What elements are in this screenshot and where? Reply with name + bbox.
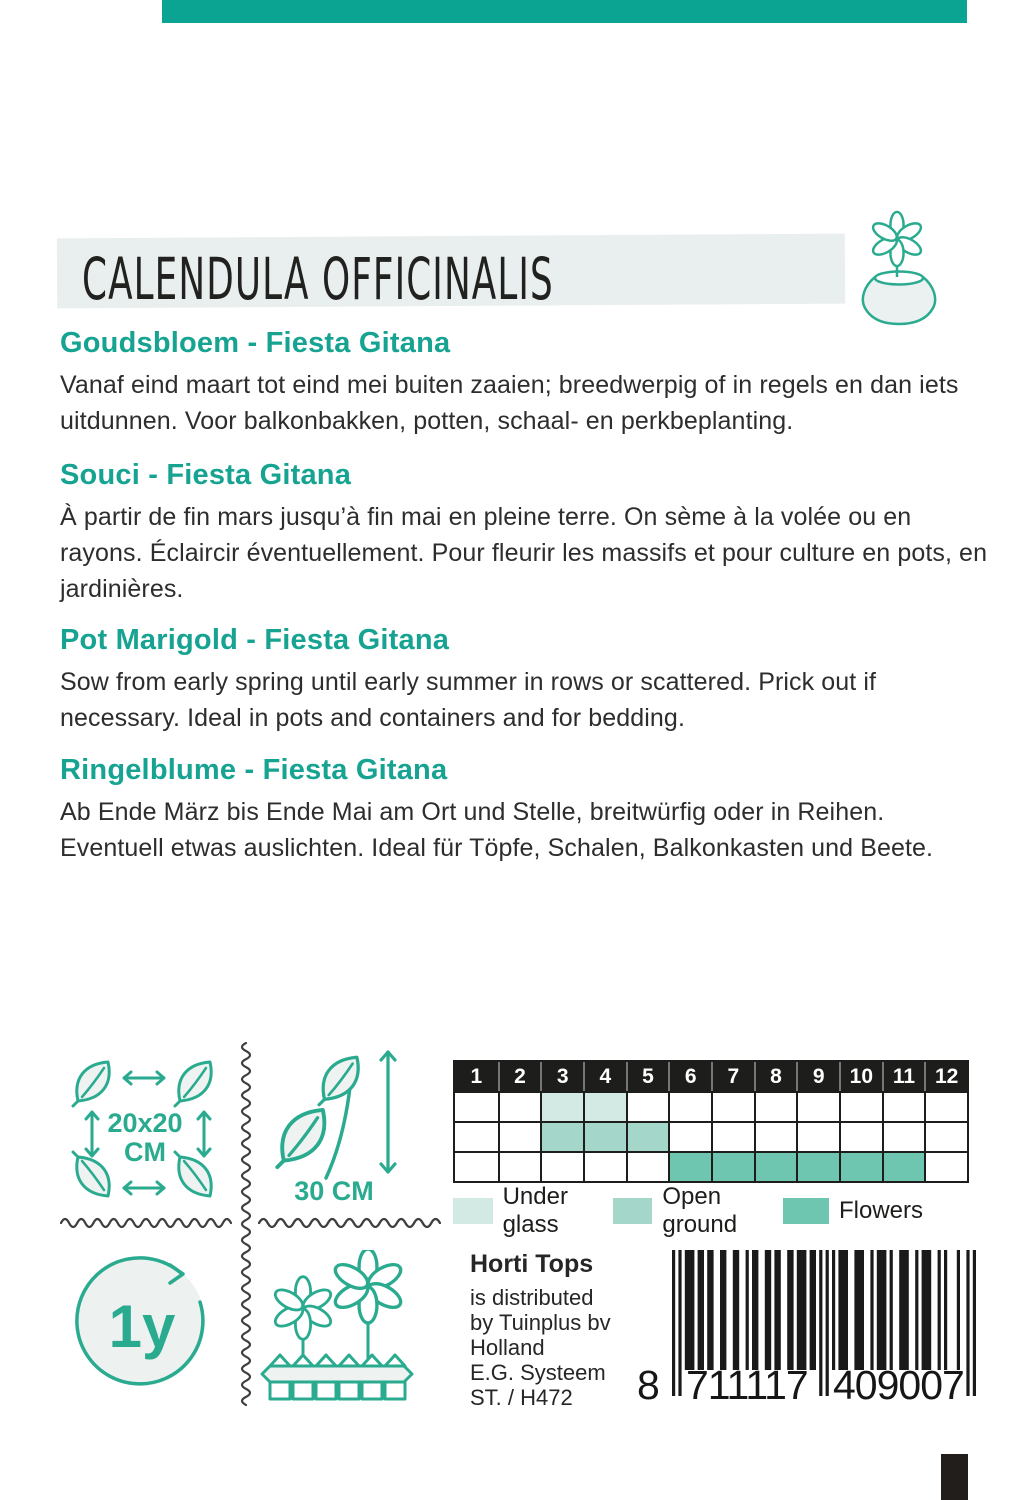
calendar-cell [626, 1121, 669, 1151]
calendar-cell [540, 1091, 583, 1121]
calendar-cell [796, 1121, 839, 1151]
calendar-cell [540, 1121, 583, 1151]
calendar-header-row [455, 1062, 967, 1091]
legend-label: Open ground [662, 1183, 738, 1238]
distributor-name: Horti Tops [470, 1250, 594, 1278]
calendar-cell [540, 1151, 583, 1181]
calendar-cell [796, 1091, 839, 1121]
month-header-cell: 6 [668, 1062, 711, 1091]
month-header-cell: 5 [626, 1062, 669, 1091]
section-body: À partir de fin mars jusqu’à fin mai en pleine terre. On sème à la volée ou en rayons. Éclaircir éventuellement. Pour fleurir les massifs et pour culture en pots, en jardinières. [60, 503, 988, 603]
legend-item [783, 1183, 923, 1239]
section-heading: Ringelblume - Fiesta Gitana [60, 754, 448, 786]
spacing-unit-label: CM [124, 1137, 166, 1167]
distributor-line: E.G. Systeem [470, 1360, 606, 1385]
legend-item [453, 1183, 613, 1239]
calendar-cell [754, 1121, 797, 1151]
distributor-line: by Tuinplus bv [470, 1310, 611, 1335]
calendar-cell [583, 1091, 626, 1121]
annual-label: 1y [108, 1293, 176, 1360]
calendar-cell [711, 1151, 754, 1181]
print-registration-mark [941, 1454, 968, 1500]
barcode-digits-right: 409007 [833, 1362, 964, 1408]
calendar-cell [754, 1091, 797, 1121]
calendar-cell [882, 1091, 925, 1121]
spacing-value-label: 20x20 [107, 1108, 183, 1138]
month-header-cell: 3 [540, 1062, 583, 1091]
legend-swatch [613, 1198, 653, 1224]
section-pot-marigold [60, 624, 990, 736]
wavy-divider-horizontal [60, 1216, 232, 1228]
legend-swatch [783, 1198, 829, 1224]
calendar-cell [455, 1091, 498, 1121]
section-body: Ab Ende März bis Ende Mai am Ort und Stelle, breitwürfig oder in Reihen. Eventuell etwas auslichten. Ideal für Töpfe, Schalen, Balkonkasten und Beete. [60, 798, 934, 862]
calendar-cell [711, 1121, 754, 1151]
month-header-cell: 1 [455, 1062, 498, 1091]
calendar-cell [754, 1151, 797, 1181]
calendar-cell [924, 1091, 967, 1121]
barcode-digits-left: 711117 [686, 1362, 808, 1408]
calendar-cell [882, 1121, 925, 1151]
calendar-cell [498, 1121, 541, 1151]
calendar-cell [839, 1151, 882, 1181]
top-color-bar [162, 0, 967, 23]
month-header-cell: 11 [882, 1062, 925, 1091]
month-header-cell: 10 [839, 1062, 882, 1091]
calendar-cell [668, 1151, 711, 1181]
calendar-row [455, 1151, 967, 1181]
distributor-line: ST. / H472 [470, 1385, 573, 1410]
calendar-cell [924, 1121, 967, 1151]
section-body: Sow from early spring until early summer in rows or scattered. Prick out if necessary. Ideal in pots and containers and for bedding. [60, 668, 877, 732]
section-souci [60, 459, 990, 607]
legend-item [613, 1183, 783, 1239]
month-header-cell: 7 [711, 1062, 754, 1091]
calendar-cell [711, 1091, 754, 1121]
calendar-cell [668, 1091, 711, 1121]
wavy-divider-horizontal [258, 1216, 441, 1228]
calendar-legend [453, 1183, 923, 1239]
legend-swatch [453, 1198, 493, 1224]
plant-height-label: 30 CM [294, 1176, 374, 1206]
legend-label: Under glass [502, 1183, 568, 1238]
plant-height-icon [258, 1048, 438, 1183]
calendar-cell [924, 1151, 967, 1181]
distributor-block [470, 1250, 611, 1410]
calendar-cell [839, 1121, 882, 1151]
sowing-calendar [453, 1060, 969, 1183]
section-heading: Goudsbloem - Fiesta Gitana [60, 327, 451, 359]
month-header-cell: 4 [583, 1062, 626, 1091]
calendar-cell [668, 1121, 711, 1151]
wavy-divider-vertical [240, 1042, 252, 1414]
calendar-cell [839, 1091, 882, 1121]
calendar-cell [626, 1151, 669, 1181]
calendar-cell [498, 1151, 541, 1181]
calendar-row [455, 1121, 967, 1151]
calendar-cell [626, 1091, 669, 1121]
page-title: CALENDULA OFFICINALIS [82, 246, 554, 314]
section-heading: Souci - Fiesta Gitana [60, 459, 352, 491]
calendar-cell [583, 1151, 626, 1181]
month-header-cell: 9 [796, 1062, 839, 1091]
month-header-cell: 2 [498, 1062, 541, 1091]
calendar-cell [796, 1151, 839, 1181]
distributor-line: is distributed [470, 1285, 594, 1310]
section-body: Vanaf eind maart tot eind mei buiten zaaien; breedwerpig of in regels en dan iets uitdunnen. Voor balkonbakken, potten, schaal- en perkbeplanting. [60, 371, 959, 435]
section-goudsbloem [60, 327, 990, 439]
calendar-cell [498, 1091, 541, 1121]
flower-planter-icon [258, 1250, 416, 1402]
section-ringelblume [60, 754, 990, 866]
calendar-cell [455, 1151, 498, 1181]
legend-label: Flowers [838, 1197, 923, 1224]
calendar-cell [882, 1151, 925, 1181]
section-heading: Pot Marigold - Fiesta Gitana [60, 624, 450, 656]
calendar-row [455, 1091, 967, 1121]
month-header-cell: 8 [754, 1062, 797, 1091]
month-header-cell: 12 [924, 1062, 967, 1091]
calendar-cell [455, 1121, 498, 1151]
distributor-line: Holland [470, 1335, 545, 1360]
calendar-cell [583, 1121, 626, 1151]
flower-pot-icon [850, 203, 950, 327]
barcode-digit-first: 8 [637, 1362, 659, 1408]
